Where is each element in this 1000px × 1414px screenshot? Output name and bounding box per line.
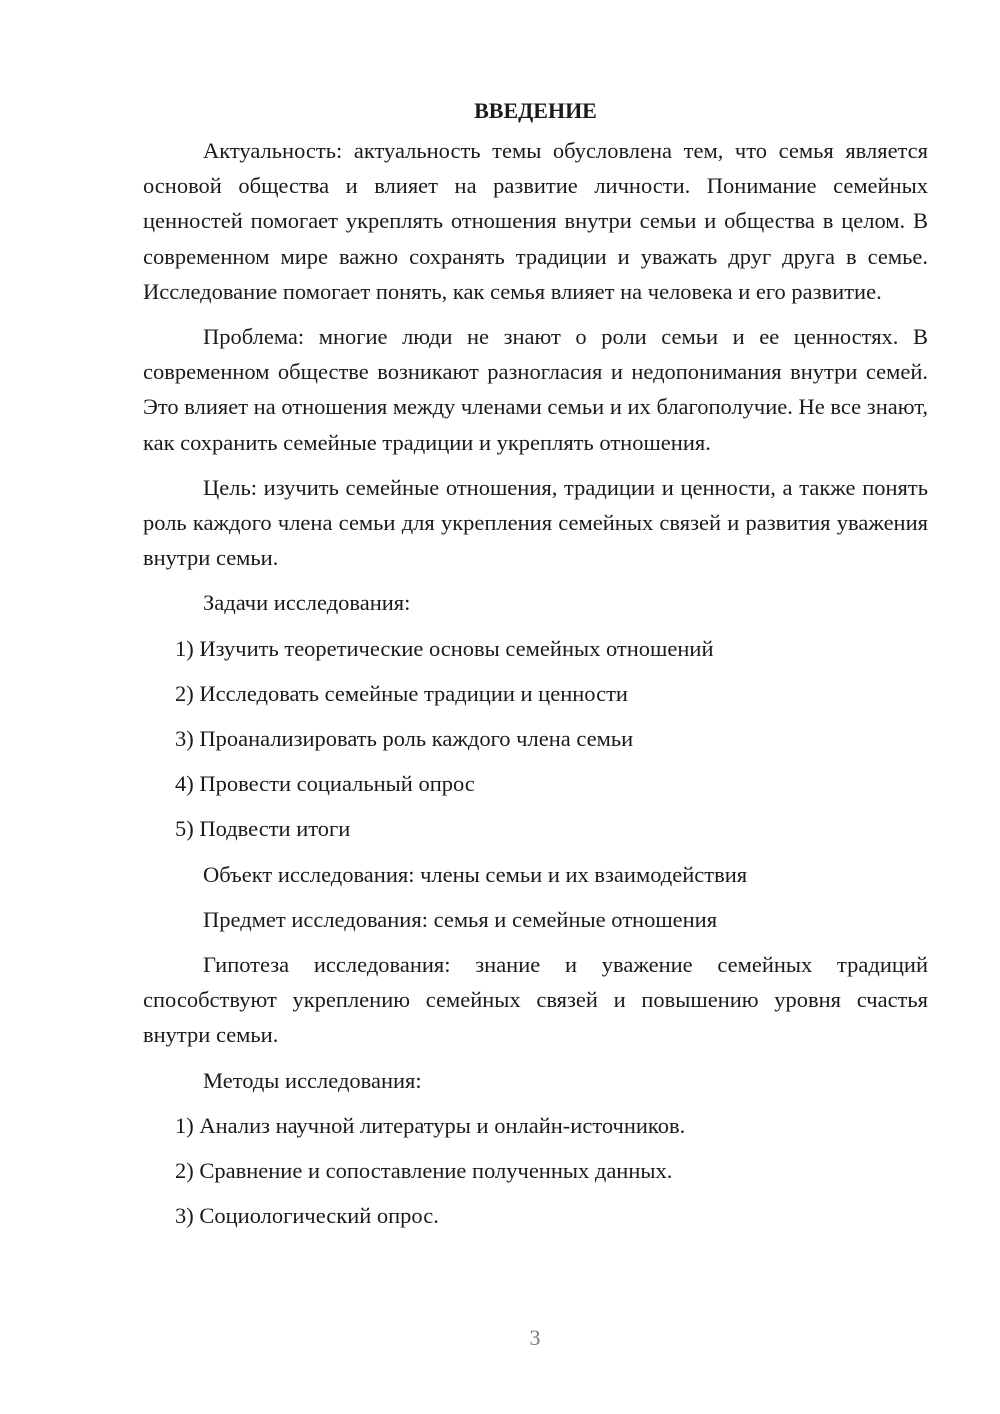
method-item: 2) Сравнение и сопоставление полученных данных. [175, 1158, 673, 1184]
hypothesis-paragraph: Гипотеза исследования: знание и уважение семейных традиций способствуют укреплению семейных связей и повышению уровня счастья внутри семьи. [143, 952, 928, 1048]
page-title: ВВЕДЕНИЕ [474, 98, 597, 123]
problem-paragraph: Проблема: многие люди не знают о роли семьи и ее ценностях. В современном обществе возникают разногласия и недопонимания внутри семей. Это влияет на отношения между членами семьи и их благополучие. Не все знают, как сохранить семейные традиции и укреплять отношения. [143, 324, 928, 455]
document-body [143, 94, 928, 1233]
task-item: 5) Подвести итоги [175, 816, 351, 842]
task-item: 2) Исследовать семейные традиции и ценности [175, 680, 628, 706]
method-item: 3) Социологический опрос. [175, 1203, 439, 1229]
method-item: 1) Анализ научной литературы и онлайн-источников. [175, 1112, 686, 1138]
methods-heading: Методы исследования: [203, 1067, 422, 1093]
page-number: 3 [529, 1325, 541, 1350]
methods-list [143, 1108, 928, 1234]
object-line: Объект исследования: члены семьи и их взаимодействия [203, 861, 748, 887]
subject-line: Предмет исследования: семья и семейные отношения [203, 906, 718, 932]
task-item: 1) Изучить теоретические основы семейных отношений [175, 635, 714, 661]
goal-paragraph: Цель: изучить семейные отношения, традиции и ценности, а также понять роль каждого члена семьи для укрепления семейных связей и развития уважения внутри семьи. [143, 474, 928, 571]
task-item: 4) Провести социальный опрос [175, 771, 475, 797]
tasks-heading: Задачи исследования: [203, 590, 411, 616]
tasks-list [143, 631, 928, 847]
relevance-paragraph: Актуальность: актуальность темы обусловлена тем, что семья является основой общества и влияет на развитие личности. Понимание семейных ценностей помогает укреплять отношения внутри семьи и общества в целом. В современном мире важно сохранять традиции и уважать друг друга в семье. Исследование помогает понять, как семья влияет на человека и его развитие. [143, 138, 928, 304]
task-item: 3) Проанализировать роль каждого члена семьи [175, 726, 634, 752]
